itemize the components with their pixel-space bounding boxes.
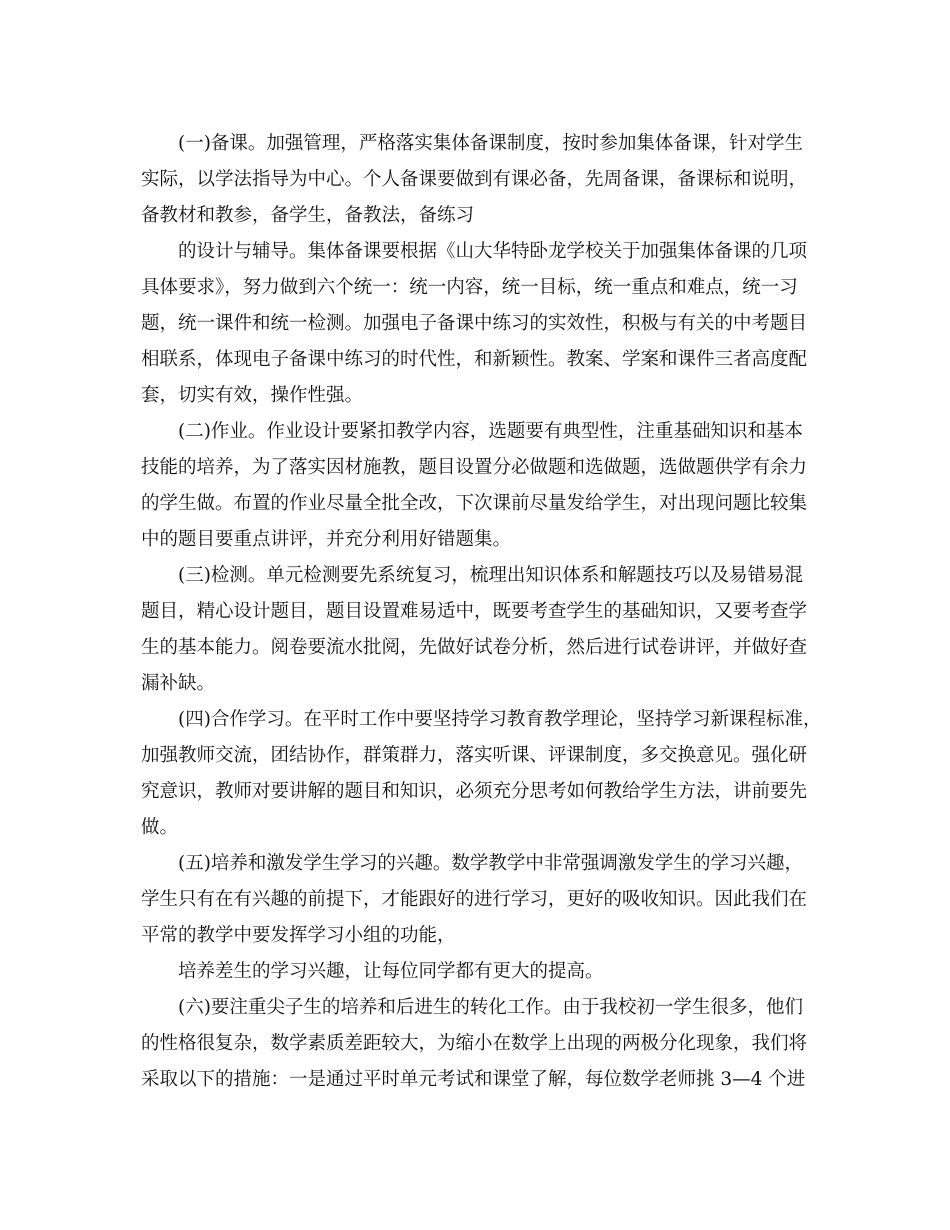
text-line: 加强教师交流，团结协作，群策群力，落实听课、评课制度，多交换意见。强化研 [141, 745, 808, 766]
text-line: 培养差生的学习兴趣，让每位同学都有更大的提高。 [178, 961, 604, 982]
text-line: 实际，以学法指导为中心。个人备课要做到有课必备，先周备课，备课标和说明， [141, 169, 808, 190]
text-line: (五)培养和激发学生学习的兴趣。数学教学中非常强调激发学生的学习兴趣， [178, 853, 803, 874]
text-line: (二)作业。作业设计要紧扣教学内容，选题要有典型性，注重基础知识和基本 [178, 421, 803, 442]
text-line: 技能的培养，为了落实因材施教，题目设置分必做题和选做题，选做题供学有余力 [141, 457, 808, 478]
text-line: 采取以下的措施：一是通过平时单元考试和课堂了解，每位数学老师挑 3—4 个进 [141, 1069, 806, 1090]
text-line: 备教材和教参，备学生，备教法，备练习 [141, 205, 475, 226]
text-line: 生的基本能力。阅卷要流水批阅，先做好试卷分析，然后进行试卷讲评，并做好查 [141, 637, 808, 658]
text-line: 中的题目要重点讲评，并充分利用好错题集。 [141, 529, 512, 550]
text-line: 题，统一课件和统一检测。加强电子备课中练习的实效性，积极与有关的中考题目 [141, 313, 808, 334]
text-line: 套，切实有效，操作性强。 [141, 385, 364, 406]
text-line: 漏补缺。 [141, 673, 216, 694]
text-line: 学生只有在有兴趣的前提下，才能跟好的进行学习，更好的吸收知识。因此我们在 [141, 889, 808, 910]
text-line: (三)检测。单元检测要先系统复习，梳理出知识体系和解题技巧以及易错易混 [178, 565, 803, 586]
text-line: 平常的教学中要发挥学习小组的功能， [141, 925, 456, 946]
text-line: 的学生做。布置的作业尽量全批全改，下次课前尽量发给学生，对出现问题比较集 [141, 493, 808, 514]
text-line: 究意识，教师对要讲解的题目和知识，必须充分思考如何教给学生方法，讲前要先 [141, 781, 808, 802]
text-line: 的性格很复杂，数学素质差距较大，为缩小在数学上出现的两极分化现象，我们将 [141, 1033, 808, 1054]
text-line: 的设计与辅导。集体备课要根据《山大华特卧龙学校关于加强集体备课的几项 [178, 241, 808, 262]
text-line: (一)备课。加强管理，严格落实集体备课制度，按时参加集体备课，针对学生 [178, 133, 803, 154]
text-line: 具体要求》，努力做到六个统一：统一内容，统一目标，统一重点和难点，统一习 [141, 277, 798, 298]
text-line: 相联系，体现电子备课中练习的时代性，和新颖性。教案、学案和课件三者高度配 [141, 349, 808, 370]
text-line: 题目，精心设计题目，题目设置难易适中，既要考查学生的基础知识，又要考查学 [141, 601, 808, 622]
text-line: (六)要注重尖子生的培养和后进生的转化工作。由于我校初一学生很多，他们 [178, 997, 803, 1018]
text-line: 做。 [141, 817, 179, 838]
text-line: (四)合作学习。在平时工作中要坚持学习教育教学理论，坚持学习新课程标准， [178, 709, 822, 730]
